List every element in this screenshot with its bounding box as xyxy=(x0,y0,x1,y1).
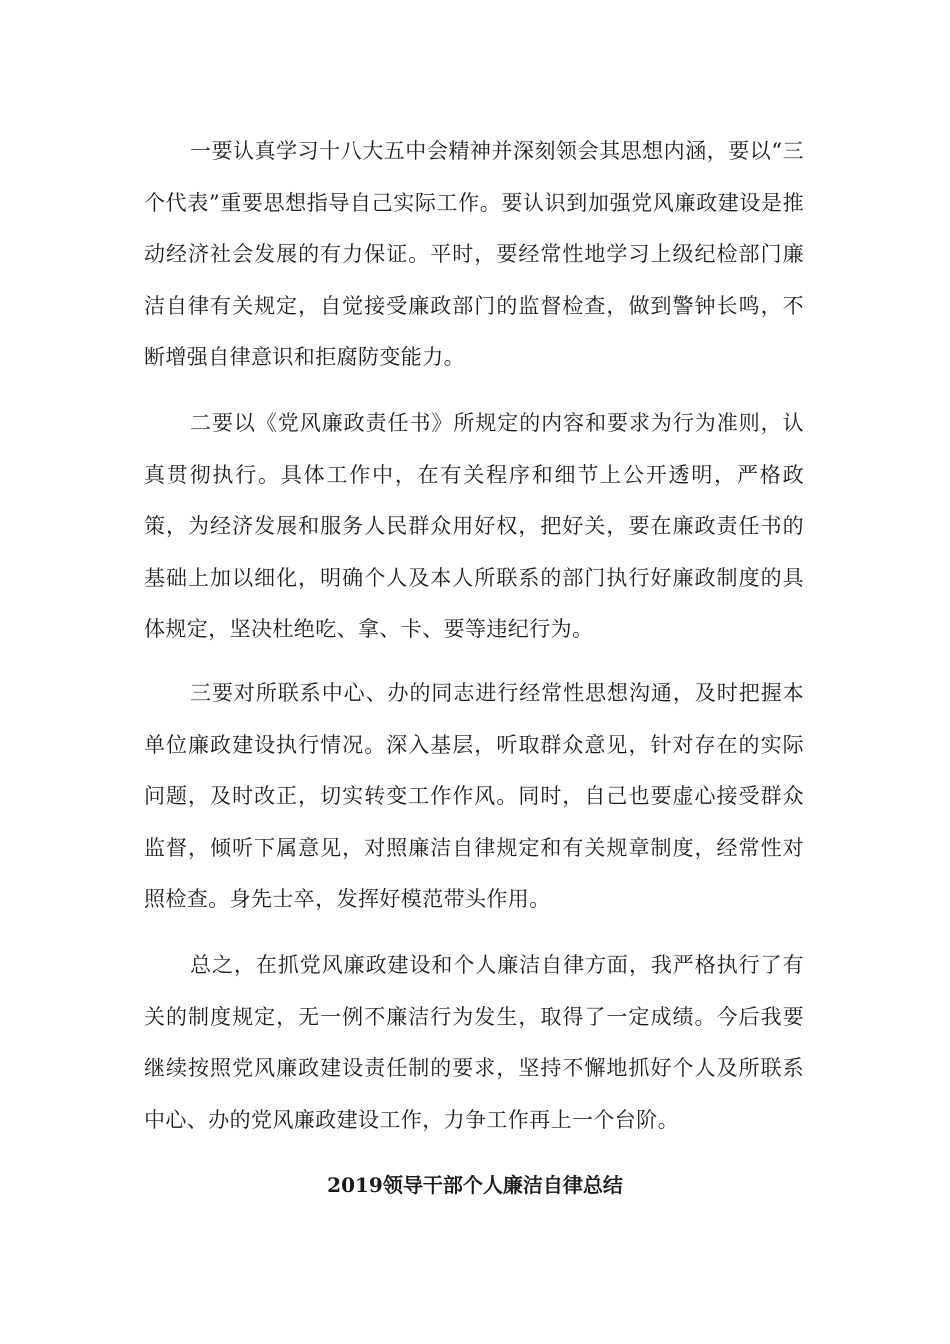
paragraph-1 xyxy=(144,126,804,384)
paragraph-3 xyxy=(144,668,804,926)
paragraph-text: 一要认真学习十八大五中会精神并深刻领会其思想内涵，要以“三个代表”重要思想指导自己实际工作。要认识到加强党风廉政建设是推动经济社会发展的有力保证。平时，要经常性地学习上级纪检部门廉洁自律有关规定，自觉接受廉政部门的监督检查，做到警钟长鸣，不断增强自律意识和拒腐防变能力。 xyxy=(144,139,804,369)
paragraph-text: 三要对所联系中心、办的同志进行经常性思想沟通，及时把握本单位廉政建设执行情况。深入基层，听取群众意见，针对存在的实际问题，及时改正，切实转变工作作风。同时，自己也要虚心接受群众监督，倾听下属意见，对照廉洁自律规定和有关规章制度，经常性对照检查。身先士卒，发挥好模范带头作用。 xyxy=(144,681,804,911)
paragraph-text: 总之，在抓党风廉政建设和个人廉洁自律方面，我严格执行了有关的制度规定，无一例不廉洁行为发生，取得了一定成绩。今后我要继续按照党风廉政建设责任制的要求，坚持不懈地抓好个人及所联系中心、办的党风廉政建设工作，力争工作再上一个台阶。 xyxy=(144,953,804,1132)
document-title: 2019领导干部个人廉洁自律总结 xyxy=(327,1173,623,1197)
paragraph-text: 二要以《党风廉政责任书》所规定的内容和要求为行为准则，认真贯彻执行。具体工作中，在有关程序和细节上公开透明，严格政策，为经济发展和服务人民群众用好权，把好关，要在廉政责任书的基础上加以细化，明确个人及本人所联系的部门执行好廉政制度的具体规定，坚决杜绝吃、拿、卡、要等违纪行为。 xyxy=(144,411,804,641)
paragraph-4 xyxy=(144,940,804,1146)
paragraph-2 xyxy=(144,398,804,656)
